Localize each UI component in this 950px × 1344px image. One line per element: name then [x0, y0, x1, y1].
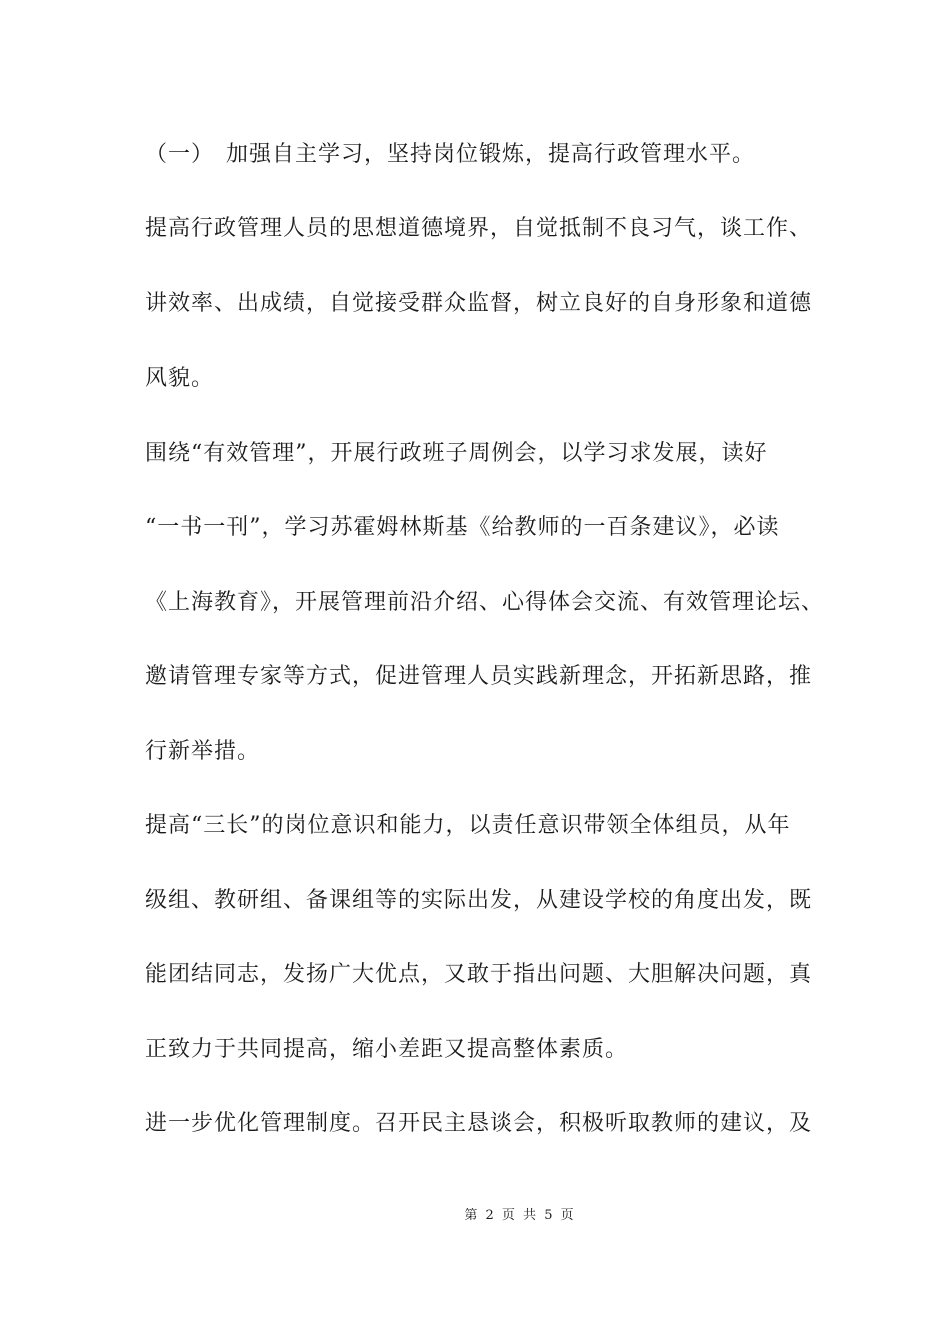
text-line: 讲效率、出成绩，自觉接受群众监督，树立良好的自身形象和道德	[145, 291, 813, 316]
text-line: 《上海教育》，开展管理前沿介绍、心得体会交流、有效管理论坛、	[145, 590, 825, 615]
section-heading: （一） 加强自主学习，坚持岗位锻炼，提高行政管理水平。	[145, 142, 756, 167]
page-number-footer: 第 2 页 共 5 页	[464, 1208, 576, 1223]
text-line: 行新举措。	[145, 739, 261, 764]
text-line: 能团结同志，发扬广大优点，又敢于指出问题、大胆解决问题，真	[145, 962, 813, 987]
text-line: 邀请管理专家等方式，促进管理人员实践新理念，开拓新思路，推	[145, 664, 813, 689]
text-line: “一书一刊”，学习苏霍姆林斯基《给教师的一百条建议》，必读	[145, 515, 780, 540]
text-line: 提高行政管理人员的思想道德境界，自觉抵制不良习气，谈工作、	[145, 216, 813, 241]
text-line: 提高“三长”的岗位意识和能力，以责任意识带领全体组员，从年	[145, 813, 791, 838]
text-line: 围绕“有效管理”，开展行政班子周例会，以学习求发展，读好	[145, 441, 768, 466]
text-line: 正致力于共同提高，缩小差距又提高整体素质。	[145, 1037, 629, 1062]
text-line: 进一步优化管理制度。召开民主恳谈会，积极听取教师的建议，及	[145, 1111, 813, 1136]
text-line: 级组、教研组、备课组等的实际出发，从建设学校的角度出发，既	[145, 888, 813, 913]
text-line: 风貌。	[145, 366, 215, 391]
